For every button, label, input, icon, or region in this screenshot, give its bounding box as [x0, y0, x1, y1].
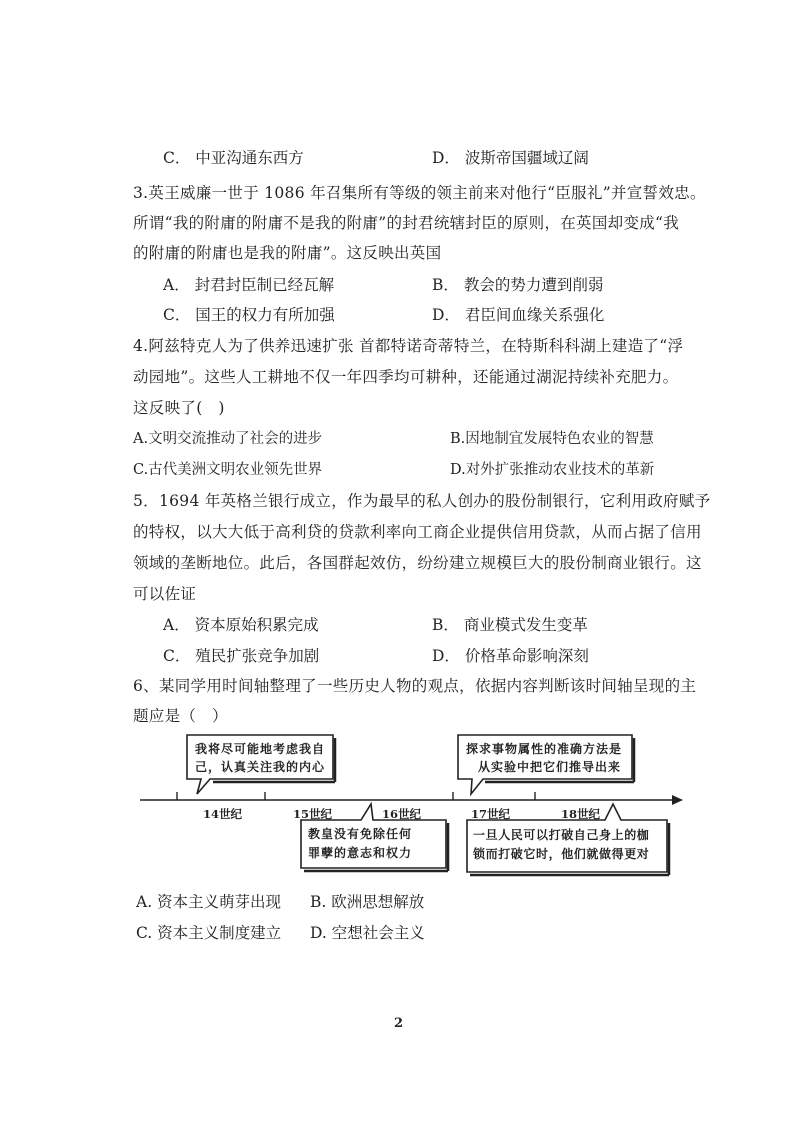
bubble-3-line-1: 教皇没有免除任何 — [308, 827, 413, 841]
q5-stem-line-1: 5．1694 年英格兰银行成立，作为最早的私人创办的股份制银行，它利用政府赋予 — [133, 492, 711, 510]
century-label-16: 16世纪 — [382, 807, 422, 821]
q2-option-c: C． 中亚沟通东西方 — [163, 149, 304, 167]
q5-option-b: B． 商业模式发生变革 — [432, 616, 588, 634]
q4-option-c: C.古代美洲文明农业领先世界 — [133, 462, 323, 478]
bubble-1-line-2: 己，认真关注我的内心 — [195, 760, 326, 774]
q5-stem-line-3: 领域的垄断地位。此后，各国群起效仿，纷纷建立规模巨大的股份制商业银行。这 — [133, 554, 702, 572]
q4-stem-line-3: 这反映了( ) — [133, 399, 225, 417]
q6-option-a: A. 资本主义萌芽出现 — [136, 893, 282, 911]
q4-option-b: B.因地制宜发展特色农业的智慧 — [450, 431, 654, 447]
q5-option-c: C． 殖民扩张竞争加剧 — [163, 647, 320, 665]
q6-option-d: D. 空想社会主义 — [310, 924, 425, 942]
q3-option-c: C． 国王的权力有所加强 — [163, 306, 335, 324]
bubble-1-line-1: 我将尽可能地考虑我自 — [195, 742, 326, 756]
q5-stem-line-2: 的特权，以大大低于高利贷的贷款利率向工商企业提供信用贷款，从而占据了信用 — [133, 523, 702, 541]
bubble-4-line-2: 锁而打破它时，他们就做得更对 — [473, 847, 650, 861]
q5-stem-line-4: 可以佐证 — [133, 585, 197, 603]
century-label-17: 17世纪 — [471, 807, 511, 821]
bubble-2-line-2: 从实验中把它们推导出来 — [478, 760, 622, 774]
century-label-18: 18世纪 — [561, 807, 601, 821]
q6-stem-line-1: 6、某同学用时间轴整理了一些历史人物的观点，依据内容判断该时间轴呈现的主 — [133, 677, 697, 695]
q3-option-d: D． 君臣间血缘关系强化 — [432, 306, 605, 324]
q3-stem-line-3: 的附庸的附庸也是我的附庸”。这反映出英国 — [133, 244, 442, 262]
timeline-arrow-icon — [672, 795, 683, 805]
q3-stem-line-1: 3.英王威廉一世于 1086 年召集所有等级的领主前来对他行“臣服礼”并宣誓效忠。 — [133, 184, 706, 202]
century-label-15: 15世纪 — [293, 807, 333, 821]
q5-option-a: A． 资本原始积累完成 — [163, 616, 319, 634]
q4-stem-line-2: 动园地”。这些人工耕地不仅一年四季均可耕种，还能通过湖泥持续补充肥力。 — [133, 368, 679, 386]
bubble-4-line-1: 一旦人民可以打破自己身上的枷 — [473, 828, 650, 842]
q3-option-b: B． 教会的势力遭到削弱 — [432, 276, 604, 294]
q3-stem-line-2: 所谓“我的附庸的附庸不是我的附庸”的封君统辖封臣的原则，在英国却变成“我 — [133, 214, 680, 232]
q4-option-d: D.对外扩张推动农业技术的革新 — [450, 462, 655, 478]
q6-option-c: C. 资本主义制度建立 — [136, 924, 282, 942]
q6-stem-line-2: 题应是（ ） — [133, 707, 228, 725]
page-number: 2 — [394, 1016, 404, 1031]
timeline-figure — [135, 728, 690, 878]
q5-option-d: D． 价格革命影响深刻 — [432, 647, 589, 665]
q4-option-a: A.文明交流推动了社会的进步 — [133, 431, 323, 447]
q3-option-a: A． 封君封臣制已经瓦解 — [163, 276, 335, 294]
bubble-2-line-1: 探求事物属性的准确方法是 — [466, 742, 623, 756]
q4-stem-line-1: 4.阿兹特克人为了供养迅速扩张 首都特诺奇蒂特兰，在特斯科科湖上建造了“浮 — [133, 337, 684, 355]
bubble-3-line-2: 罪孽的意志和权力 — [308, 846, 413, 860]
q2-option-d: D． 波斯帝国疆域辽阔 — [432, 149, 589, 167]
century-label-14: 14世纪 — [203, 807, 243, 821]
q6-option-b: B. 欧洲思想解放 — [310, 893, 425, 911]
